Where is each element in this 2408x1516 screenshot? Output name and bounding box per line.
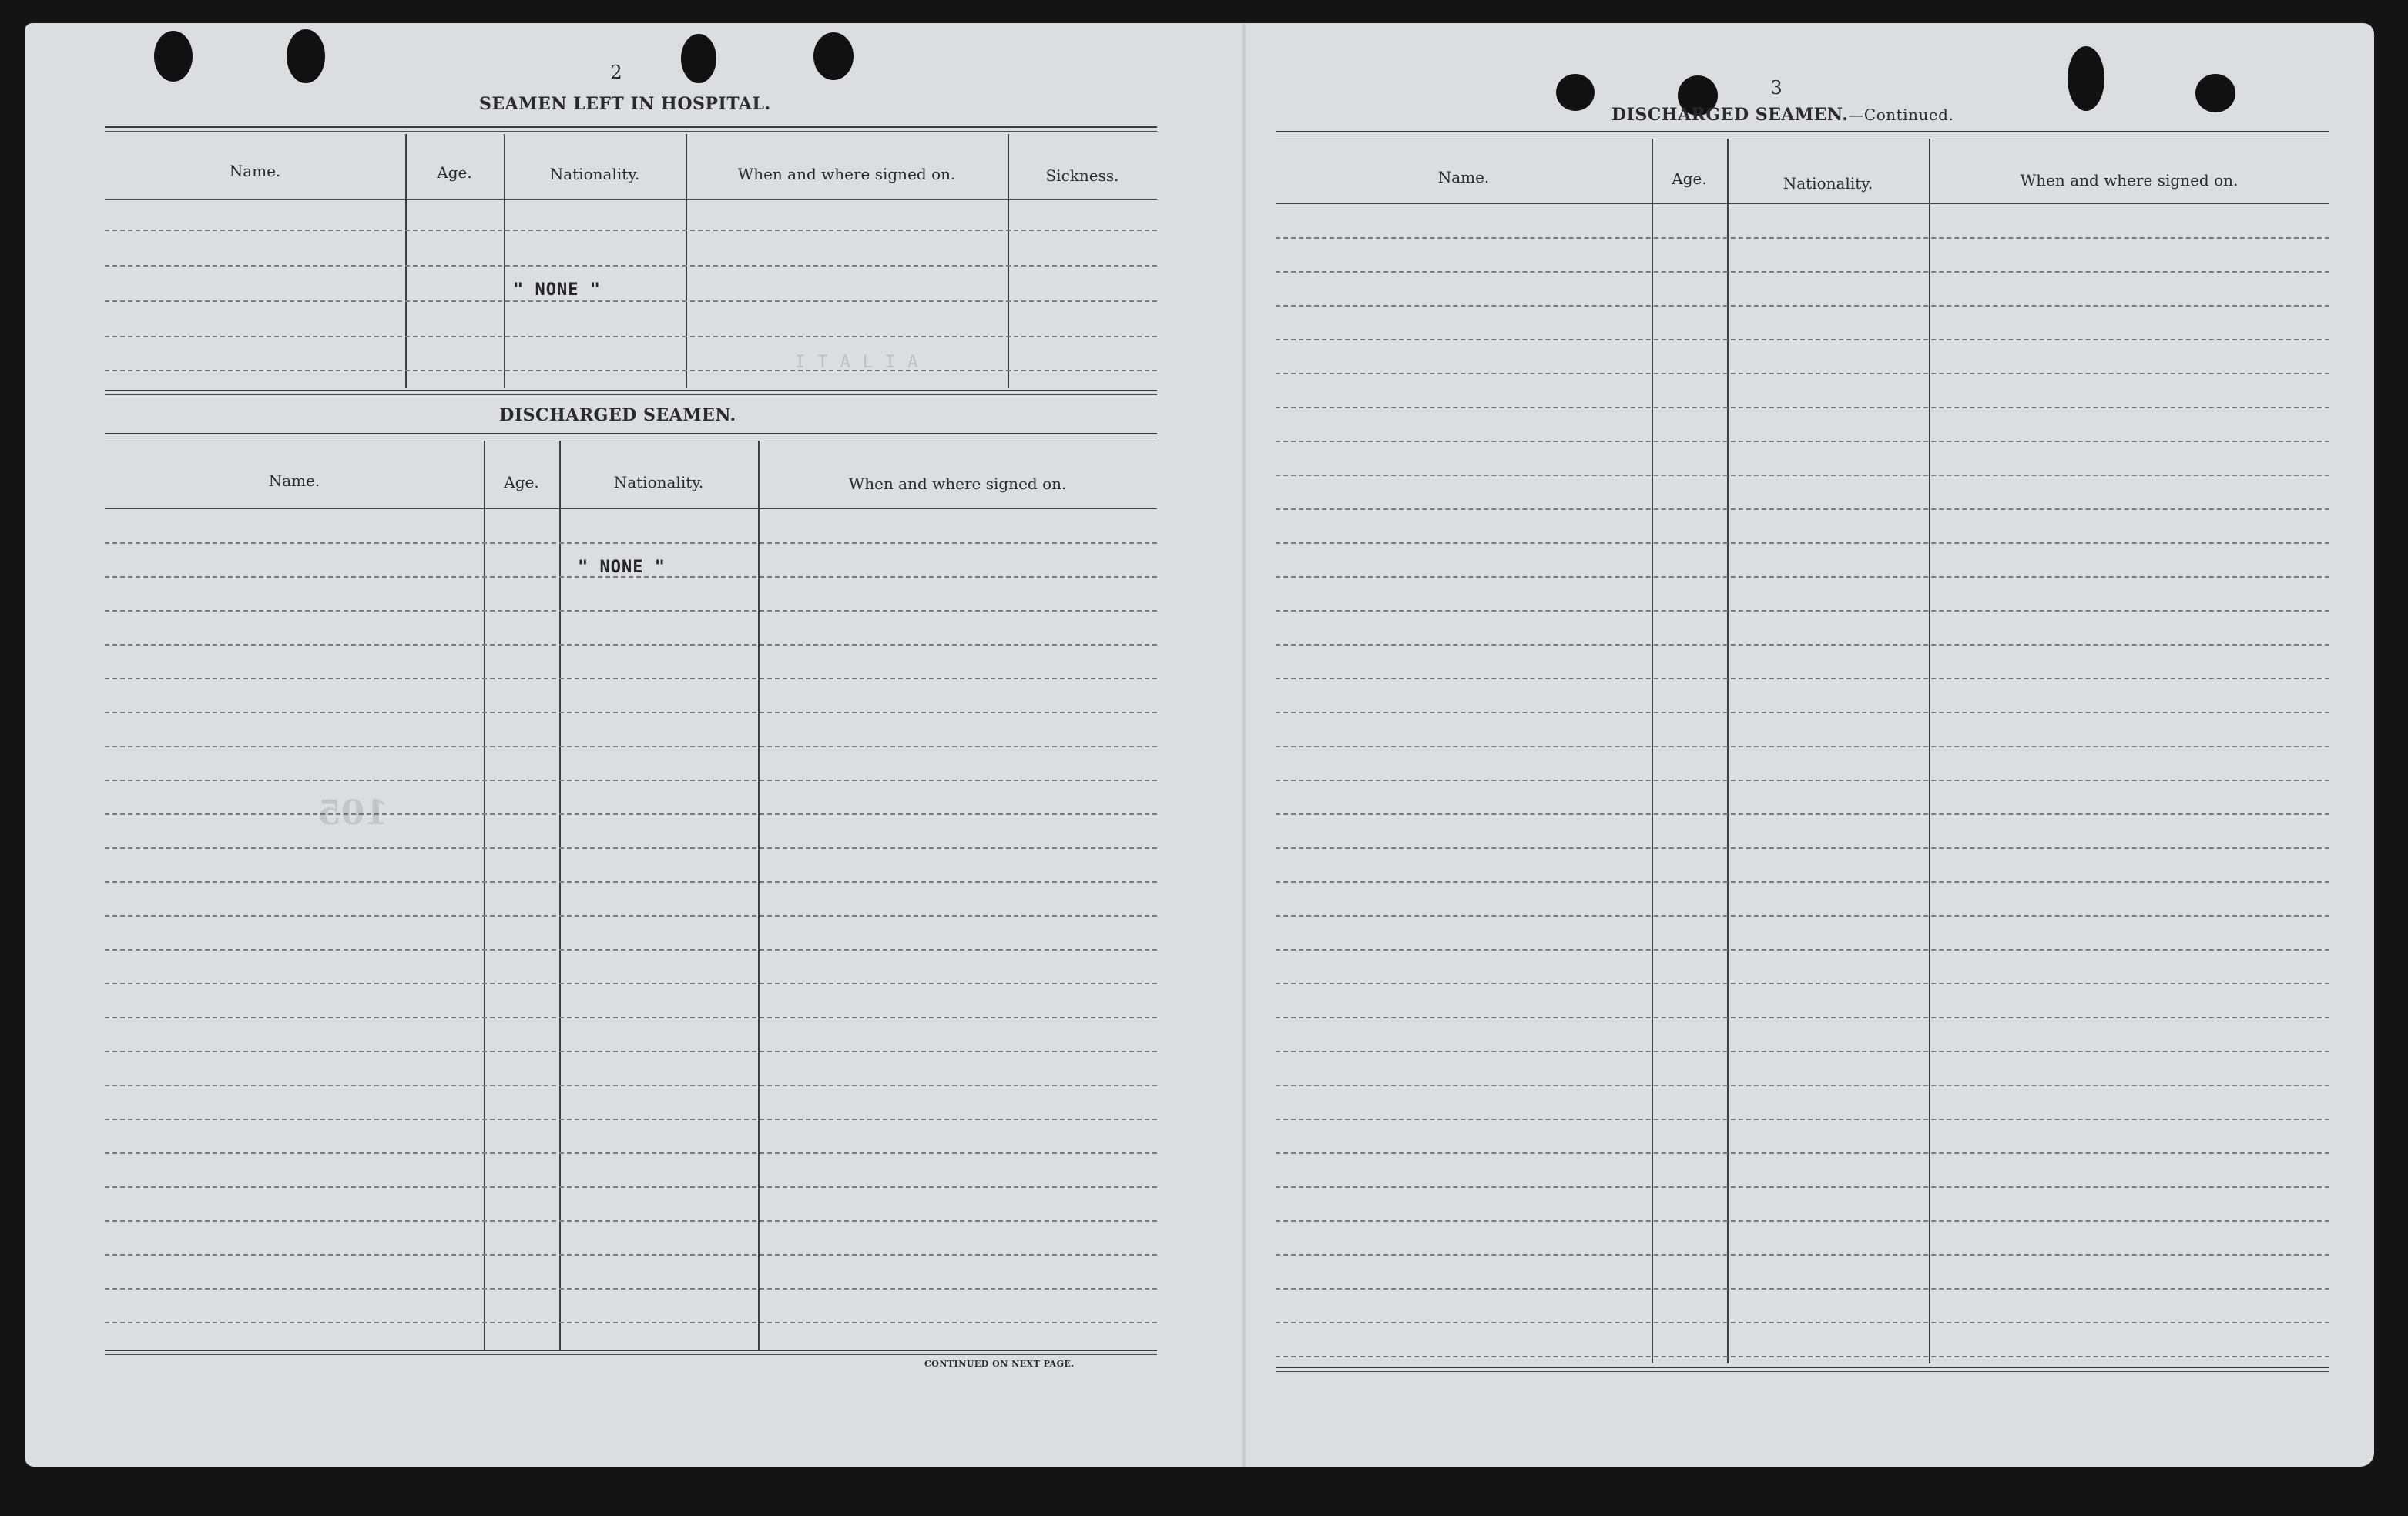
- hospital-none-entry: " NONE ": [513, 280, 601, 300]
- hospital-table: [105, 126, 1157, 419]
- discharged-continued-title: [1611, 105, 1954, 125]
- hospital-header-name: Name.: [229, 162, 281, 180]
- discharged-table-left: [105, 433, 1157, 1380]
- continued-header-nationality: Nationality.: [1783, 174, 1873, 193]
- continued-header-name: Name.: [1437, 168, 1490, 186]
- punch-hole: [1556, 74, 1595, 111]
- page-fold: [1242, 23, 1246, 1467]
- hospital-header-nationality: Nationality.: [549, 165, 640, 183]
- page-number-right: 3: [1770, 77, 1783, 99]
- hospital-section-title: SEAMEN LEFT IN HOSPITAL.: [479, 94, 771, 114]
- hospital-header-signed-on: When and where signed on.: [737, 165, 956, 183]
- hospital-header-age: Age.: [437, 163, 472, 182]
- page-number-left: 2: [610, 62, 622, 83]
- discharged-header-signed-on: When and where signed on.: [848, 475, 1067, 493]
- continued-header-signed-on: When and where signed on.: [2020, 171, 2239, 190]
- bleed-through-number: 105: [317, 793, 388, 833]
- punch-hole: [287, 29, 325, 83]
- punch-hole: [813, 32, 854, 80]
- discharged-table-right: [1276, 131, 2329, 1394]
- discharged-none-entry: " NONE ": [578, 558, 666, 577]
- continued-suffix: —Continued.: [1848, 106, 1954, 124]
- continued-header-age: Age.: [1672, 169, 1707, 188]
- document-sheet: [25, 23, 2374, 1467]
- continued-footer: CONTINUED ON NEXT PAGE.: [924, 1359, 1075, 1369]
- discharged-header-age: Age.: [504, 473, 539, 491]
- punch-hole: [2068, 46, 2104, 111]
- discharged-header-name: Name.: [268, 471, 320, 490]
- bleed-through-stamp: ITALIA: [795, 353, 931, 372]
- discharged-continued-title-text: DISCHARGED SEAMEN.: [1611, 105, 1849, 125]
- discharged-header-nationality: Nationality.: [613, 473, 704, 491]
- discharged-section-title: DISCHARGED SEAMEN.: [499, 405, 736, 425]
- hospital-header-sickness: Sickness.: [1045, 166, 1119, 185]
- punch-hole: [2195, 74, 2235, 112]
- punch-hole: [154, 31, 193, 82]
- punch-hole: [681, 34, 716, 83]
